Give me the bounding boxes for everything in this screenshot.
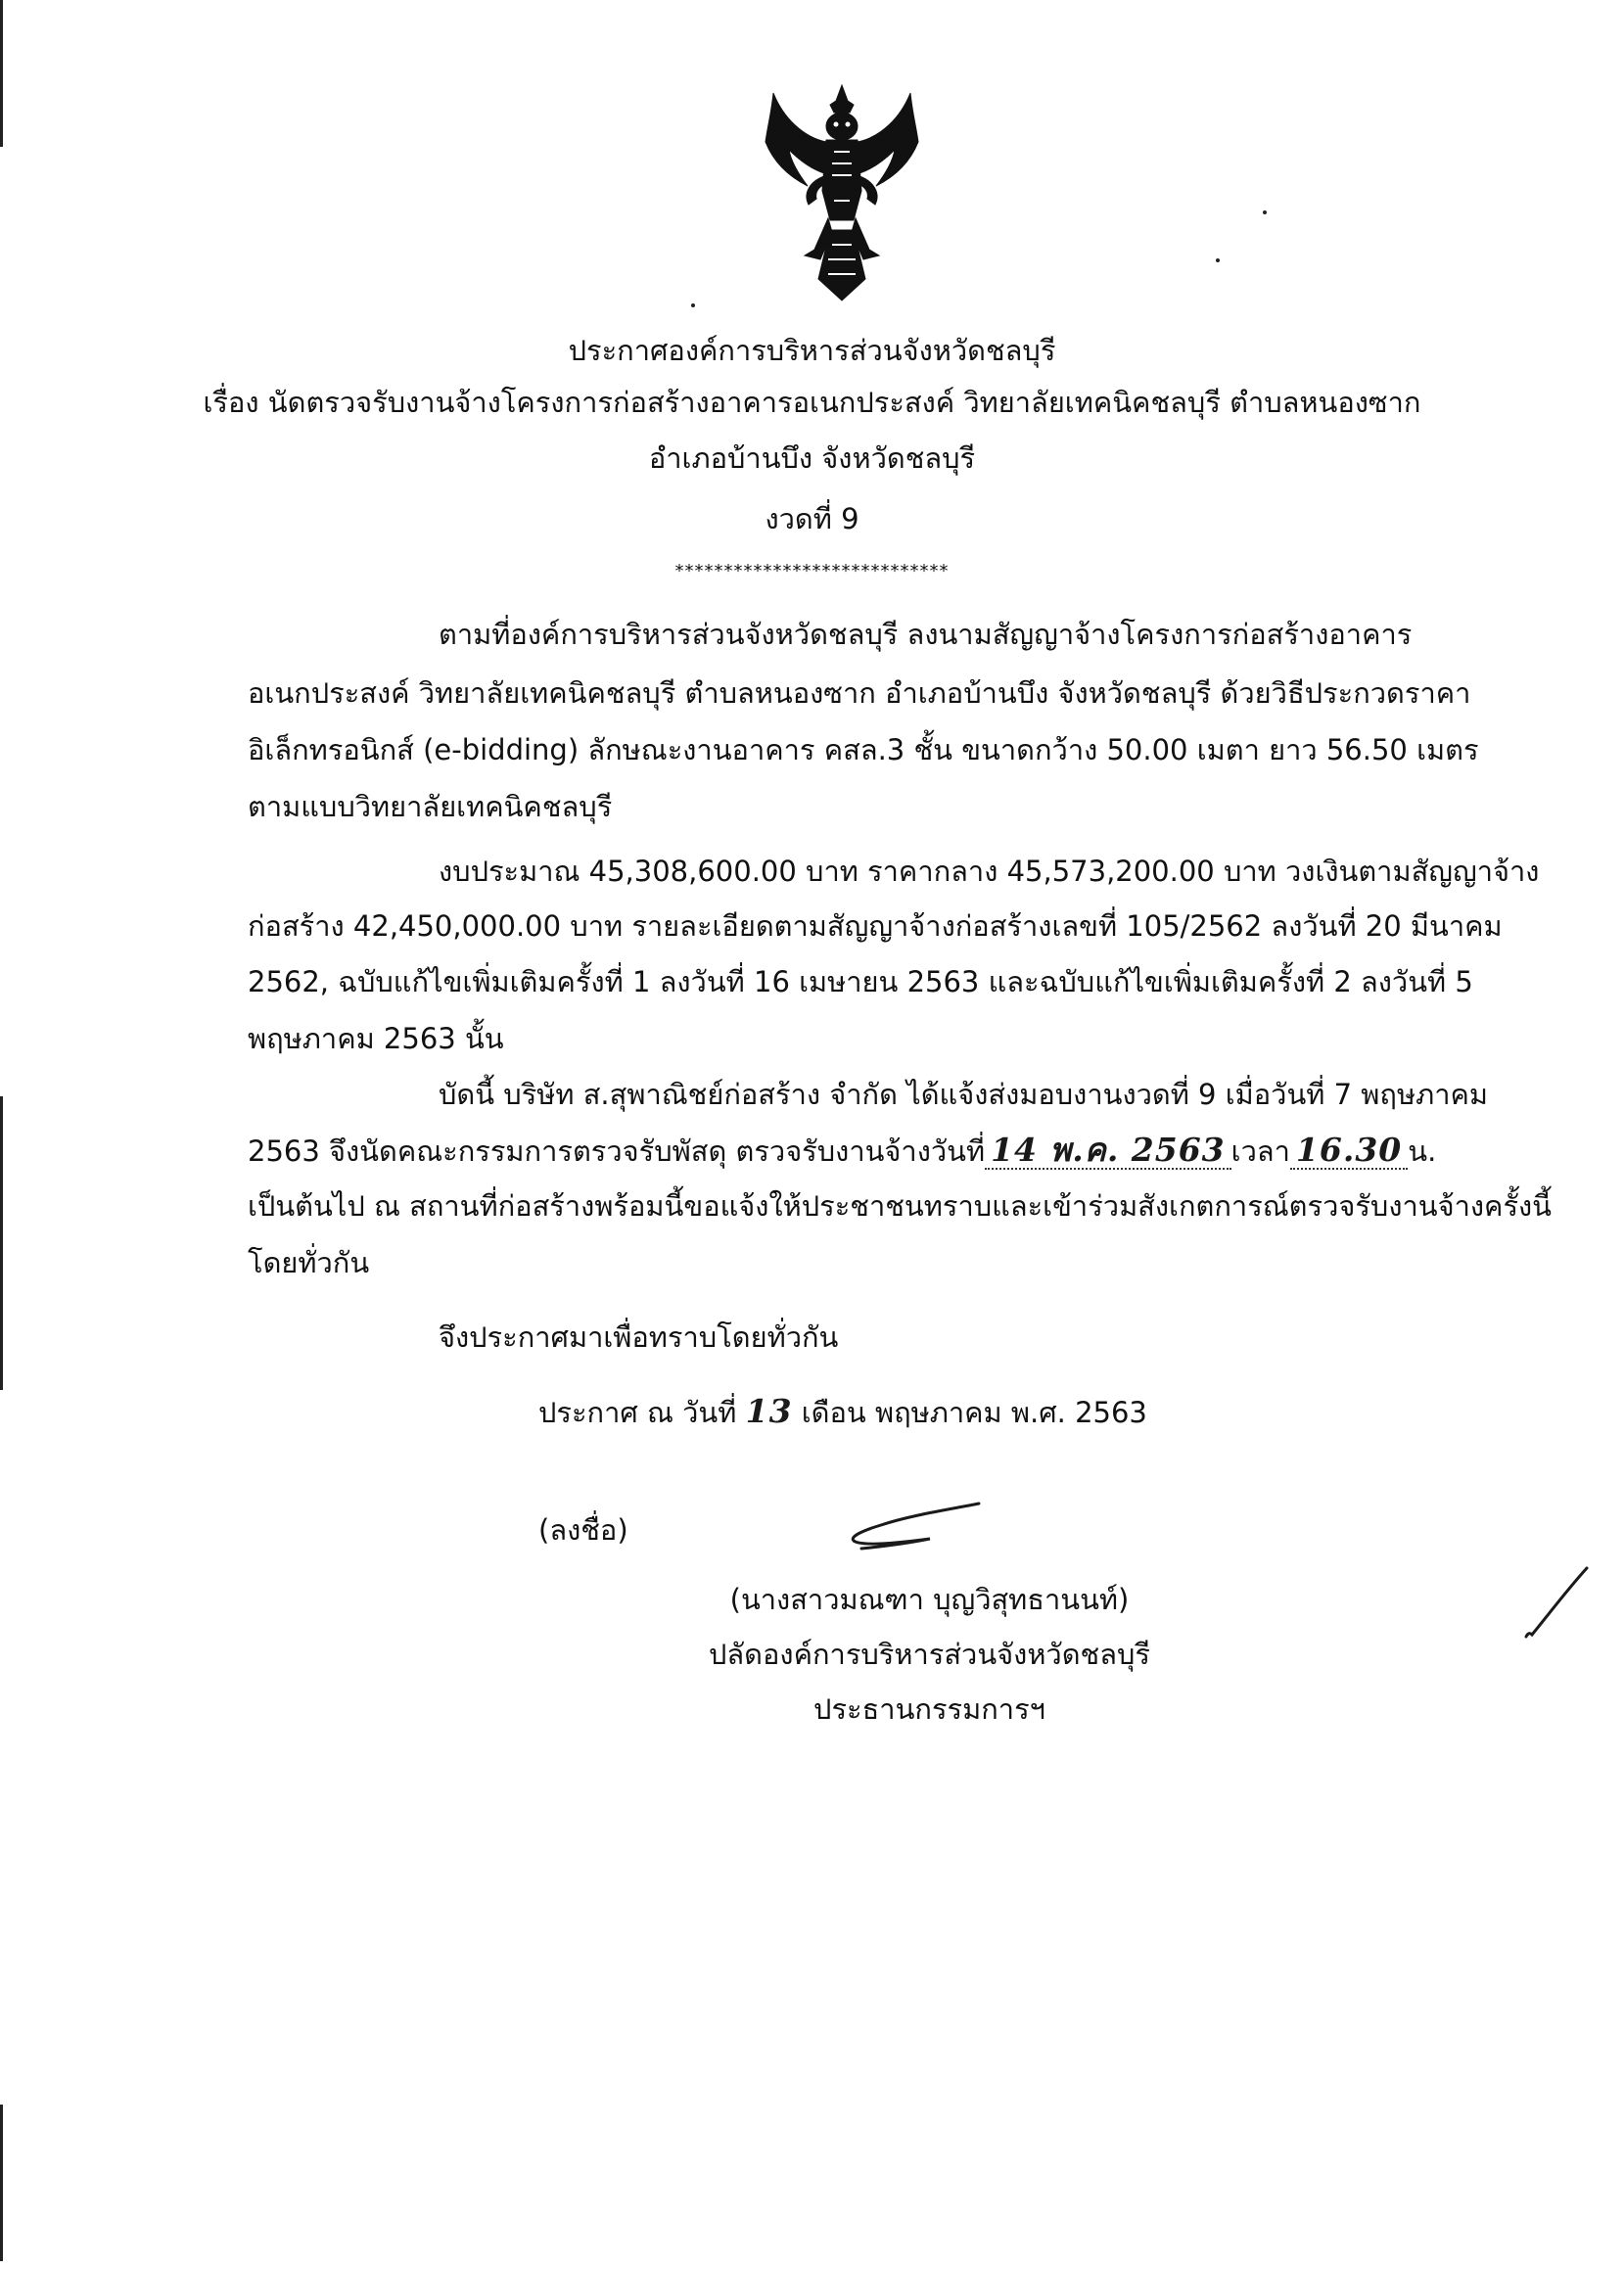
scan-speck xyxy=(691,303,695,307)
dateline-prefix: ประกาศ ณ วันที่ xyxy=(538,1396,737,1429)
handwritten-signature-icon xyxy=(842,1496,989,1554)
scan-edge-mark xyxy=(0,2105,3,2261)
announcement-line: จึงประกาศมาเพื่อทราบโดยทั่วกัน xyxy=(439,1320,839,1354)
body-line: ตามที่องค์การบริหารส่วนจังหวัดชลบุรี ลงนามสัญญาจ้างโครงการก่อสร้างอาคาร xyxy=(439,618,1413,651)
dateline-suffix: เดือน พฤษภาคม พ.ศ. 2563 xyxy=(801,1396,1147,1429)
body-line: พฤษภาคม 2563 นั้น xyxy=(248,1022,504,1055)
garuda-emblem-icon xyxy=(764,83,920,303)
subject-line: เรื่อง นัดตรวจรับงานจ้างโครงการก่อสร้างอาคารอเนกประสงค์ วิทยาลัยเทคนิคชลบุรี ตำบลหนองซาก xyxy=(203,386,1421,419)
body-line: อิเล็กทรอนิกส์ (e-bidding) ลักษณะงานอาคาร คสล.3 ชั้น ขนาดกว้าง 50.00 เมตา ยาว 56.50 เมตร xyxy=(248,733,1479,766)
body-line: งบประมาณ 45,308,600.00 บาท ราคากลาง 45,573,200.00 บาท วงเงินตามสัญญาจ้าง xyxy=(439,855,1540,888)
inspection-date-handwritten: 14 พ.ค. 2563 xyxy=(985,1133,1231,1170)
inspection-time-handwritten: 16.30 xyxy=(1290,1133,1408,1170)
body-line: บัดนี้ บริษัท ส.สุพาณิชย์ก่อสร้าง จำกัด ได้แจ้งส่งมอบงานงวดที่ 9 เมื่อวันที่ 7 พฤษภาคม xyxy=(439,1078,1488,1111)
body-line: อเนกประสงค์ วิทยาลัยเทคนิคชลบุรี ตำบลหนองซาก อำเภอบ้านบึง จังหวัดชลบุรี ด้วยวิธีประกวดราคา xyxy=(248,676,1471,710)
scan-speck xyxy=(1216,258,1220,262)
separator-line: **************************** xyxy=(674,561,950,581)
body-line: เป็นต้นไป ณ สถานที่ก่อสร้างพร้อมนี้ขอแจ้งให้ประชาชนทราบและเข้าร่วมสังเกตการณ์ตรวจรับงานจ้างครั้งนี้ xyxy=(248,1189,1553,1223)
signatory-position: ปลัดองค์การบริหารส่วนจังหวัดชลบุรี xyxy=(708,1638,1150,1671)
body-line: ตามแบบวิทยาลัยเทคนิคชลบุรี xyxy=(248,790,613,823)
signatory-name: (นางสาวมณฑา บุญวิสุทธานนท์) xyxy=(729,1583,1130,1616)
scan-edge-mark xyxy=(0,1096,3,1390)
dateline xyxy=(538,1394,1147,1430)
body-line: โดยทั่วกัน xyxy=(248,1246,370,1279)
sign-label: (ลงชื่อ) xyxy=(538,1513,628,1547)
time-label: เวลา xyxy=(1230,1134,1290,1168)
body-line-with-date xyxy=(248,1133,1436,1170)
body-line: ก่อสร้าง 42,450,000.00 บาท รายละเอียดตามสัญญาจ้างก่อสร้างเลขที่ 105/2562 ลงวันที่ 20 มีนาคม xyxy=(248,909,1503,943)
body-line: 2562, ฉบับแก้ไขเพิ่มเติมครั้งที่ 1 ลงวันที่ 16 เมษายน 2563 และฉบับแก้ไขเพิ่มเติมครั้งที่ 2 ลงวันที่ 5 xyxy=(248,965,1473,998)
signatory-role: ประธานกรรมการฯ xyxy=(813,1692,1045,1726)
org-title: ประกาศองค์การบริหารส่วนจังหวัดชลบุรี xyxy=(568,334,1056,367)
time-unit: น. xyxy=(1408,1134,1437,1168)
margin-tick-mark-icon xyxy=(1522,1564,1591,1643)
installment-number: งวดที่ 9 xyxy=(765,502,859,535)
subject-line: อำเภอบ้านบึง จังหวัดชลบุรี xyxy=(648,441,976,475)
body-line-prefix: 2563 จึงนัดคณะกรรมการตรวจรับพัสดุ ตรวจรับงานจ้างวันที่ xyxy=(248,1134,986,1168)
scan-speck xyxy=(1263,210,1267,214)
scan-edge-mark xyxy=(0,0,3,147)
dateline-day-handwritten: 13 xyxy=(745,1392,793,1430)
